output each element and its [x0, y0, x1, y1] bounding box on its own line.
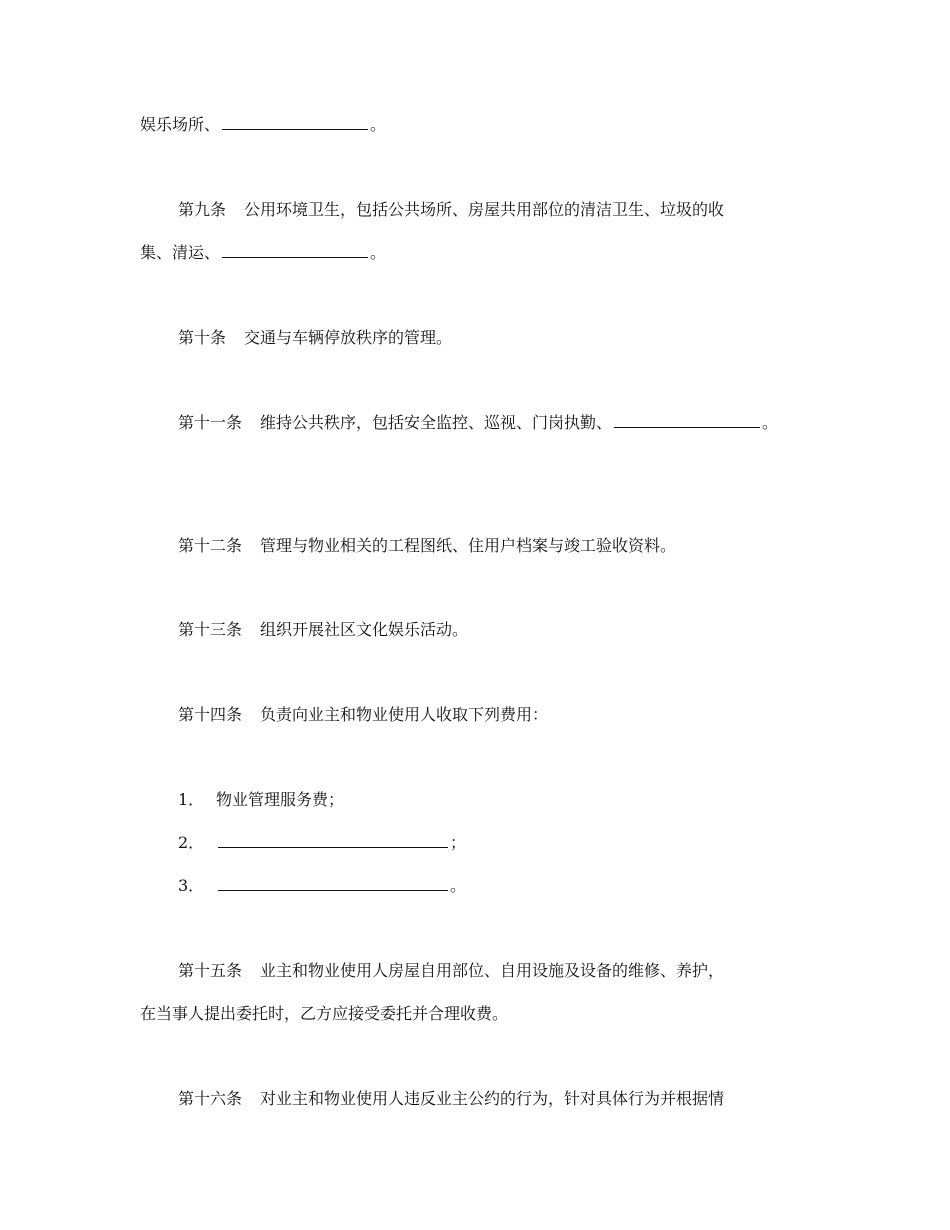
fee-item-2	[178, 833, 466, 853]
article-number: 第十五条	[178, 961, 243, 980]
fill-blank	[614, 413, 760, 428]
fee-item-3	[178, 876, 466, 896]
text-line	[140, 115, 386, 135]
article-number: 第十二条	[178, 536, 243, 555]
text-line	[140, 243, 386, 263]
fee-item-1	[178, 790, 344, 810]
fill-blank	[222, 243, 368, 258]
fill-blank	[218, 876, 448, 891]
article-12	[178, 536, 676, 556]
article-number: 第十四条	[178, 705, 243, 724]
text-line	[140, 1004, 508, 1024]
article-text: 维持公共秩序，包括安全监控、巡视、门岗执勤、	[260, 413, 613, 432]
article-10	[178, 328, 452, 348]
fill-blank	[222, 115, 368, 130]
article-text: 组织开展社区文化娱乐活动。	[260, 620, 469, 639]
line-text: 。	[370, 243, 387, 262]
line-text: 集、清运、	[140, 243, 221, 262]
article-number: 第十一条	[178, 413, 243, 432]
article-text: 负责向业主和物业使用人收取下列费用：	[260, 705, 549, 724]
line-text: 。	[370, 115, 387, 134]
article-text: 对业主和物业使用人违反业主公约的行为，针对具体行为并根据情	[260, 1089, 725, 1108]
item-text: 物业管理服务费；	[216, 790, 345, 809]
article-9	[178, 200, 724, 220]
article-number: 第十三条	[178, 620, 243, 639]
line-text: 在当事人提出委托时，乙方应接受委托并合理收费。	[140, 1004, 509, 1023]
line-text: 娱乐场所、	[140, 115, 221, 134]
article-text: 业主和物业使用人房屋自用部位、自用设施及设备的维修、养护，	[260, 961, 725, 980]
article-text: 交通与车辆停放秩序的管理。	[244, 328, 453, 347]
article-text: 公用环境卫生，包括公共场所、房屋共用部位的清洁卫生、垃圾的收	[244, 200, 725, 219]
line-text: 。	[762, 413, 779, 432]
item-number: 1．	[178, 790, 205, 809]
article-11	[178, 413, 778, 433]
article-14	[178, 705, 548, 725]
line-text: 。	[450, 876, 467, 895]
article-13	[178, 620, 468, 640]
article-number: 第十条	[178, 328, 227, 347]
item-number: 3．	[178, 876, 205, 895]
fill-blank	[218, 833, 448, 848]
item-number: 2．	[178, 833, 205, 852]
article-16	[178, 1089, 724, 1109]
article-text: 管理与物业相关的工程图纸、住用户档案与竣工验收资料。	[260, 536, 677, 555]
line-text: ；	[450, 833, 467, 852]
article-number: 第十六条	[178, 1089, 243, 1108]
article-15	[178, 961, 724, 981]
article-number: 第九条	[178, 200, 227, 219]
